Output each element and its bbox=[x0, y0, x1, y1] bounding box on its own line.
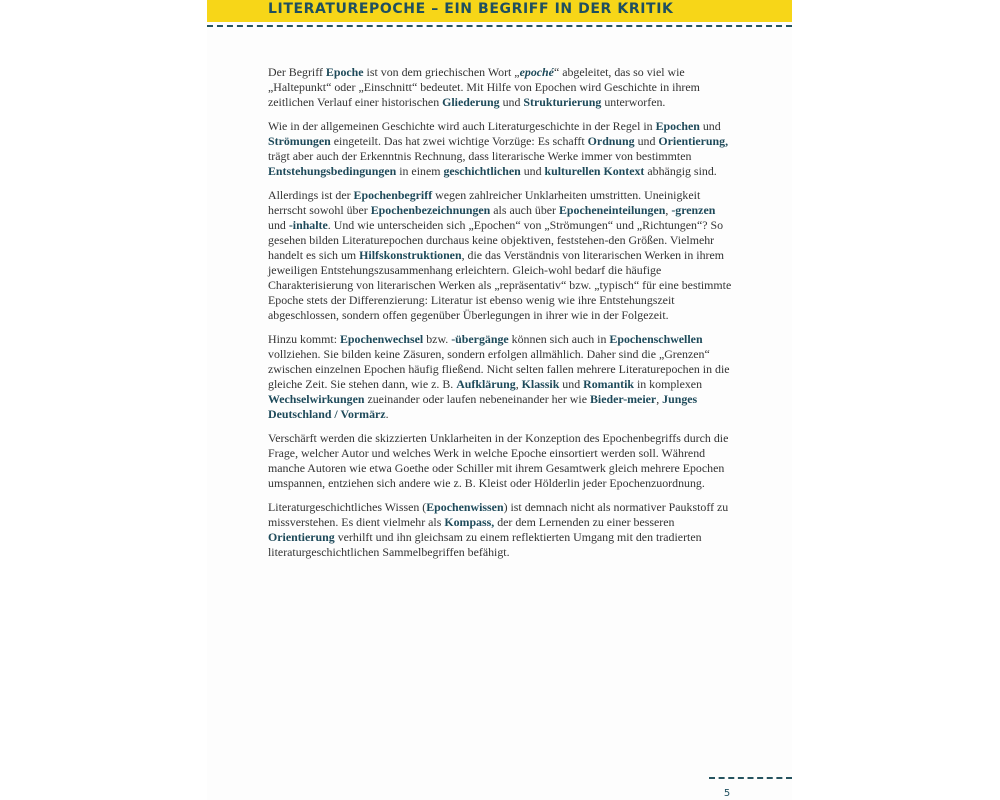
text-run: , die das Verständnis von literarischen Werken in ihrem jeweiligen Entstehungszusammenhang erleichtern. Gleich-wohl bedarf die häufige Charakterisierung von literarischen Werken als „repräsentativ“ bzw. „typisch“ für eine bestimmte Epoche stets der Differenzierung: Literatur ist ebenso wenig wie ihre Entstehungszeit abgeschlossen, sondern offen gegenüber Überlegungen in ihrer wie in der Folgezeit. bbox=[268, 248, 732, 322]
text-run: vollziehen. Sie bilden keine Zäsuren, sondern erfolgen allmählich. Daher sind die „Grenzen“ zwischen einzelnen Epochen häufig fließend. Nicht selten fallen mehrere Literaturepochen in die gleiche Zeit. Sie stehen dann, wie z. B. bbox=[268, 347, 730, 391]
keyword: Epoche bbox=[325, 65, 364, 79]
keyword: -grenzen bbox=[671, 203, 716, 217]
text-run: ) ist demnach nicht als normativer Paukstoff zu missverstehen. Es dient vielmehr als bbox=[268, 500, 729, 529]
text-run: . bbox=[385, 407, 389, 421]
text-run: Allerdings ist der bbox=[268, 188, 354, 202]
text-run: Wie in der allgemeinen Geschichte wird auch Literaturgeschichte in der Regel in bbox=[268, 119, 656, 133]
keyword: Orientierung bbox=[268, 530, 335, 544]
text-run: und bbox=[268, 218, 289, 232]
text-run: als auch über bbox=[490, 203, 559, 217]
keyword: Entstehungsbedingungen bbox=[268, 164, 397, 178]
keyword-italic: epoché bbox=[519, 65, 554, 79]
keyword: Epochen bbox=[655, 119, 700, 133]
keyword: Epochenwechsel bbox=[340, 332, 424, 346]
text-run: in einem bbox=[396, 164, 444, 178]
text-run: verhilft und ihn gleichsam zu einem reflektierten Umgang mit den tradierten literaturgeschichtlichen Sammelbegriffen befähigt. bbox=[268, 530, 702, 559]
text-run: , bbox=[515, 377, 522, 391]
text-run: Der Begriff bbox=[268, 65, 326, 79]
paragraph-3 bbox=[268, 188, 733, 323]
keyword: kulturellen Kontext bbox=[544, 164, 645, 178]
paragraph-1 bbox=[268, 65, 733, 110]
keyword: Junges Deutschland / Vormärz bbox=[268, 392, 698, 421]
keyword: Bieder-meier bbox=[589, 392, 657, 406]
body-text bbox=[268, 65, 733, 569]
text-run: eingeteilt. Das hat zwei wichtige Vorzüge: Es schafft bbox=[330, 134, 588, 148]
keyword: Klassik bbox=[521, 377, 560, 391]
text-run: bzw. bbox=[423, 332, 452, 346]
keyword: -inhalte bbox=[288, 218, 328, 232]
text-run: zueinander oder laufen nebeneinander her wie bbox=[364, 392, 590, 406]
paragraph-4 bbox=[268, 332, 733, 422]
keyword: geschichtlichen bbox=[443, 164, 521, 178]
text-run: abhängig sind. bbox=[644, 164, 717, 178]
text-run: wegen zahlreicher Unklarheiten umstritten. Uneinigkeit herrscht sowohl über bbox=[268, 188, 701, 217]
text-run: Verschärft werden die skizzierten Unklarheiten in der Konzeption des Epochenbegriffs durch die Frage, welcher Autor und welches Werk in welche Epoche einsortiert werden soll. Während manche Autoren wie etwa Goethe oder Schiller mit ihrem Gesamtwerk gleich mehrere Epochen umspannen, entziehen sich andere wie z. B. Kleist oder Hölderlin jeder Epochenzuordnung. bbox=[268, 431, 729, 490]
text-run: . Und wie unterscheiden sich „Epochen“ von „Strömungen“ und „Richtungen“? So gesehen bilden Literaturepochen durchaus keine objektiven, feststehen-den Größen. Vielmehr handelt es sich um bbox=[268, 218, 724, 262]
text-run: ist von dem griechischen Wort „ bbox=[363, 65, 520, 79]
keyword: Epocheneinteilungen bbox=[558, 203, 666, 217]
keyword: Ordnung bbox=[587, 134, 635, 148]
text-run: und bbox=[499, 95, 524, 109]
keyword: Epochenschwellen bbox=[609, 332, 703, 346]
text-run: , bbox=[656, 392, 663, 406]
page-title: LITERATUREPOCHE – EIN BEGRIFF IN DER KRITIK bbox=[268, 1, 674, 17]
keyword: Hilfskonstruktionen bbox=[359, 248, 462, 262]
keyword: -übergänge bbox=[451, 332, 509, 346]
text-run: können sich auch in bbox=[508, 332, 610, 346]
keyword: Aufklärung bbox=[456, 377, 516, 391]
text-run: in komplexen bbox=[633, 377, 703, 391]
text-run: Literaturgeschichtliches Wissen ( bbox=[268, 500, 427, 514]
text-run: , bbox=[665, 203, 672, 217]
text-run: Hinzu kommt: bbox=[268, 332, 340, 346]
text-run: trägt aber auch der Erkenntnis Rechnung, dass literarische Werke immer von bestimmten bbox=[268, 149, 692, 163]
keyword: Epochenbezeichnungen bbox=[370, 203, 491, 217]
text-run: “ abgeleitet, das so viel wie „Haltepunkt“ oder „Einschnitt“ bedeutet. Mit Hilfe von Epochen wird Geschichte in ihrem zeitlichen Verlauf einer historischen bbox=[268, 65, 700, 109]
footer-divider bbox=[709, 777, 792, 779]
keyword: Epochenbegriff bbox=[353, 188, 433, 202]
keyword: Orientierung, bbox=[658, 134, 729, 148]
header-divider bbox=[207, 25, 792, 27]
page-number: 5 bbox=[723, 788, 731, 799]
paragraph-5 bbox=[268, 431, 733, 491]
paragraph-6 bbox=[268, 500, 733, 560]
paragraph-2 bbox=[268, 119, 733, 179]
text-run: und bbox=[634, 134, 659, 148]
keyword: Strömungen bbox=[268, 134, 331, 148]
text-run: und bbox=[699, 119, 721, 133]
keyword: Kompass, bbox=[444, 515, 495, 529]
keyword: Romantik bbox=[583, 377, 634, 391]
keyword: Strukturierung bbox=[523, 95, 602, 109]
text-run: unterworfen. bbox=[601, 95, 666, 109]
text-run: der dem Lernenden zu einer besseren bbox=[494, 515, 675, 529]
keyword: Wechselwirkungen bbox=[268, 392, 365, 406]
keyword: Epochenwissen bbox=[426, 500, 504, 514]
text-run: und bbox=[520, 164, 545, 178]
keyword: Gliederung bbox=[442, 95, 500, 109]
text-run: und bbox=[559, 377, 584, 391]
